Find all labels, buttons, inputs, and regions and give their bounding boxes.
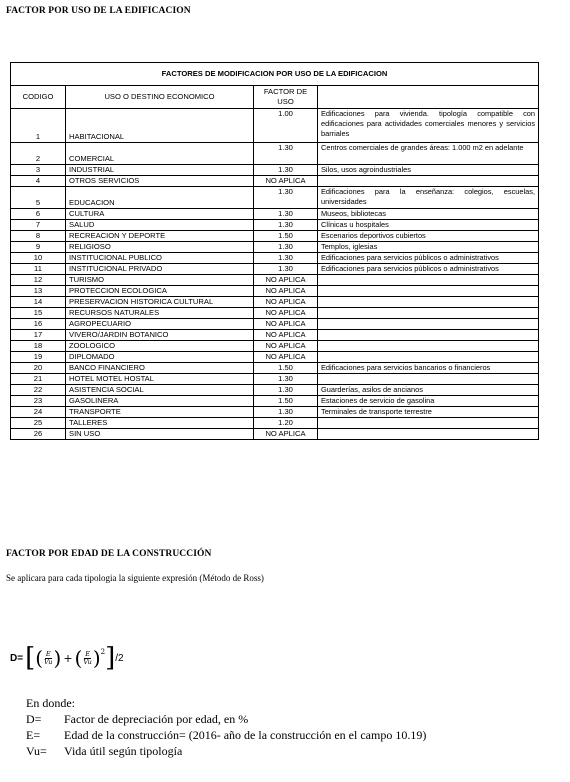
definition-text: Edad de la construcción= (2016- año de la construcción en el campo 10.19) xyxy=(64,728,427,742)
use-cell: INSTITUCIONAL PUBLICO xyxy=(66,253,254,264)
use-cell: BANCO FINANCIERO xyxy=(66,363,254,374)
table-row xyxy=(11,330,539,341)
formula-divisor: /2 xyxy=(115,652,124,664)
table-row xyxy=(11,143,539,165)
code-cell: 4 xyxy=(11,176,66,187)
description-cell: Edificaciones para vivienda. tipología compatible con edificaciones para actividades comerciales menores y servicios barriales xyxy=(318,109,539,143)
factor-cell: NO APLICA xyxy=(254,176,318,187)
use-cell: HABITACIONAL xyxy=(66,109,254,143)
factor-cell: 1.30 xyxy=(254,374,318,385)
code-cell: 22 xyxy=(11,385,66,396)
factor-cell: NO APLICA xyxy=(254,286,318,297)
table-row xyxy=(11,352,539,363)
table-row xyxy=(11,231,539,242)
fraction-e-over-vu: $\frac{E}{Vu}$ xyxy=(44,649,53,666)
table-row xyxy=(11,209,539,220)
table-row xyxy=(11,242,539,253)
fraction-e-over-vu-squared: $\frac{E}{Vu}$ xyxy=(83,649,92,666)
description-cell xyxy=(318,176,539,187)
factor-cell: 1.50 xyxy=(254,231,318,242)
description-cell: Templos, iglesias xyxy=(318,242,539,253)
table-row xyxy=(11,396,539,407)
description-cell: Escenarios deportivos cubiertos xyxy=(318,231,539,242)
factor-cell: NO APLICA xyxy=(254,429,318,440)
factor-cell: 1.50 xyxy=(254,396,318,407)
formula-exponent: 2 xyxy=(100,648,106,656)
factor-cell: 1.50 xyxy=(254,363,318,374)
table-title: FACTORES DE MODIFICACION POR USO DE LA EDIFICACION xyxy=(11,63,539,86)
description-cell xyxy=(318,275,539,286)
factor-cell: 1.00 xyxy=(254,109,318,143)
code-cell: 1 xyxy=(11,109,66,143)
description-cell xyxy=(318,352,539,363)
use-cell: PROTECCION ECOLOGICA xyxy=(66,286,254,297)
use-cell: RECREACION Y DEPORTE xyxy=(66,231,254,242)
code-cell: 25 xyxy=(11,418,66,429)
factor-cell: 1.30 xyxy=(254,209,318,220)
code-cell: 16 xyxy=(11,319,66,330)
factor-cell: NO APLICA xyxy=(254,308,318,319)
factor-cell: NO APLICA xyxy=(254,297,318,308)
factor-cell: 1.30 xyxy=(254,407,318,418)
code-cell: 8 xyxy=(11,231,66,242)
code-cell: 13 xyxy=(11,286,66,297)
code-cell: 10 xyxy=(11,253,66,264)
factor-cell: NO APLICA xyxy=(254,275,318,286)
description-cell: Edificaciones para servicios públicos o administrativos xyxy=(318,264,539,275)
definitions-intro: En donde: xyxy=(26,696,75,710)
code-cell: 2 xyxy=(11,143,66,165)
use-cell: TALLERES xyxy=(66,418,254,429)
code-cell: 3 xyxy=(11,165,66,176)
description-cell: Edificaciones para servicios bancarios o financieros xyxy=(318,363,539,374)
code-cell: 11 xyxy=(11,264,66,275)
use-factor-heading: FACTOR POR USO DE LA EDIFICACION xyxy=(6,6,191,16)
table-row xyxy=(11,264,539,275)
ross-method-paragraph: Se aplicara para cada tipologia la siguiente expresión (Método de Ross) xyxy=(6,573,264,583)
use-cell: ASISTENCIA SOCIAL xyxy=(66,385,254,396)
description-cell: Edificaciones para la enseñanza: colegios, escuelas, universidades xyxy=(318,187,539,209)
table-row xyxy=(11,418,539,429)
table-row xyxy=(11,253,539,264)
factor-cell: NO APLICA xyxy=(254,341,318,352)
table-row xyxy=(11,319,539,330)
description-cell xyxy=(318,429,539,440)
formula-lhs: D= xyxy=(10,652,24,664)
use-cell: SIN USO xyxy=(66,429,254,440)
use-cell: OTROS SERVICIOS xyxy=(66,176,254,187)
table-row xyxy=(11,275,539,286)
use-cell: RECURSOS NATURALES xyxy=(66,308,254,319)
table-row xyxy=(11,176,539,187)
use-cell: CULTURA xyxy=(66,209,254,220)
definition-key: E= xyxy=(26,728,41,742)
table-row xyxy=(11,297,539,308)
description-cell xyxy=(318,308,539,319)
description-cell: Centros comerciales de grandes áreas: 1.000 m2 en adelante xyxy=(318,143,539,165)
code-cell: 7 xyxy=(11,220,66,231)
code-cell: 5 xyxy=(11,187,66,209)
use-cell: TRANSPORTE xyxy=(66,407,254,418)
factor-cell: 1.30 xyxy=(254,385,318,396)
factor-cell: NO APLICA xyxy=(254,319,318,330)
header-factor: FACTOR DE USO xyxy=(254,86,318,109)
header-code: CODIGO xyxy=(11,86,66,109)
definition-text: Factor de depreciación por edad, en % xyxy=(64,712,249,726)
code-cell: 14 xyxy=(11,297,66,308)
code-cell: 15 xyxy=(11,308,66,319)
description-cell: Museos, bibliotecas xyxy=(318,209,539,220)
description-cell xyxy=(318,319,539,330)
code-cell: 24 xyxy=(11,407,66,418)
description-cell xyxy=(318,297,539,308)
factor-cell: 1.30 xyxy=(254,253,318,264)
code-cell: 20 xyxy=(11,363,66,374)
table-row xyxy=(11,220,539,231)
table-row xyxy=(11,286,539,297)
description-cell: Terminales de transporte terrestre xyxy=(318,407,539,418)
header-use: USO O DESTINO ECONOMICO xyxy=(66,86,254,109)
table-row xyxy=(11,165,539,176)
use-cell: COMERCIAL xyxy=(66,143,254,165)
use-cell: ZOOLOGICO xyxy=(66,341,254,352)
description-cell: Guarderías, asilos de ancianos xyxy=(318,385,539,396)
use-cell: SALUD xyxy=(66,220,254,231)
description-cell xyxy=(318,374,539,385)
description-cell xyxy=(318,418,539,429)
table-row xyxy=(11,109,539,143)
definition-key: D= xyxy=(26,712,42,726)
code-cell: 23 xyxy=(11,396,66,407)
use-factor-table xyxy=(10,62,539,440)
table-row xyxy=(11,341,539,352)
factor-cell: 1.30 xyxy=(254,242,318,253)
use-cell: GASOLINERA xyxy=(66,396,254,407)
code-cell: 19 xyxy=(11,352,66,363)
table-row xyxy=(11,363,539,374)
table-row xyxy=(11,308,539,319)
table-body xyxy=(11,109,539,440)
code-cell: 26 xyxy=(11,429,66,440)
description-cell xyxy=(318,330,539,341)
factor-cell: NO APLICA xyxy=(254,352,318,363)
code-cell: 17 xyxy=(11,330,66,341)
table-row xyxy=(11,374,539,385)
factor-cell: 1.20 xyxy=(254,418,318,429)
use-cell: HOTEL MOTEL HOSTAL xyxy=(66,374,254,385)
factor-cell: 1.30 xyxy=(254,143,318,165)
description-cell: Silos, usos agroindustriales xyxy=(318,165,539,176)
description-cell: Edificaciones para servicios públicos o administrativos xyxy=(318,253,539,264)
table-row xyxy=(11,385,539,396)
description-cell: Estaciones de servicio de gasolina xyxy=(318,396,539,407)
code-cell: 21 xyxy=(11,374,66,385)
factor-cell: 1.30 xyxy=(254,187,318,209)
table-row xyxy=(11,429,539,440)
code-cell: 12 xyxy=(11,275,66,286)
header-description xyxy=(318,86,539,109)
table-row xyxy=(11,407,539,418)
factor-cell: 1.30 xyxy=(254,220,318,231)
use-cell: EDUCACION xyxy=(66,187,254,209)
use-cell: INDUSTRIAL xyxy=(66,165,254,176)
ross-formula: D= [ ( $\frac{E}{Vu}$ ) + ( $\frac{E}{Vu}$ ) 2 ] /2 xyxy=(10,643,124,673)
use-cell: INSTITUCIONAL PRIVADO xyxy=(66,264,254,275)
description-cell: Clínicas u hospitales xyxy=(318,220,539,231)
factor-cell: 1.30 xyxy=(254,264,318,275)
use-cell: VIVERO/JARDIN BOTANICO xyxy=(66,330,254,341)
code-cell: 6 xyxy=(11,209,66,220)
age-factor-heading: FACTOR POR EDAD DE LA CONSTRUCCIÓN xyxy=(6,549,212,559)
table-row xyxy=(11,187,539,209)
factor-cell: 1.30 xyxy=(254,165,318,176)
description-cell xyxy=(318,341,539,352)
definition-key: Vu= xyxy=(26,744,47,758)
use-cell: DIPLOMADO xyxy=(66,352,254,363)
code-cell: 9 xyxy=(11,242,66,253)
use-cell: AGROPECUARIO xyxy=(66,319,254,330)
factor-cell: NO APLICA xyxy=(254,330,318,341)
definition-text: Vida útil según tipología xyxy=(64,744,183,758)
code-cell: 18 xyxy=(11,341,66,352)
use-cell: TURISMO xyxy=(66,275,254,286)
use-cell: PRESERVACION HISTORICA CULTURAL xyxy=(66,297,254,308)
use-cell: RELIGIOSO xyxy=(66,242,254,253)
description-cell xyxy=(318,286,539,297)
